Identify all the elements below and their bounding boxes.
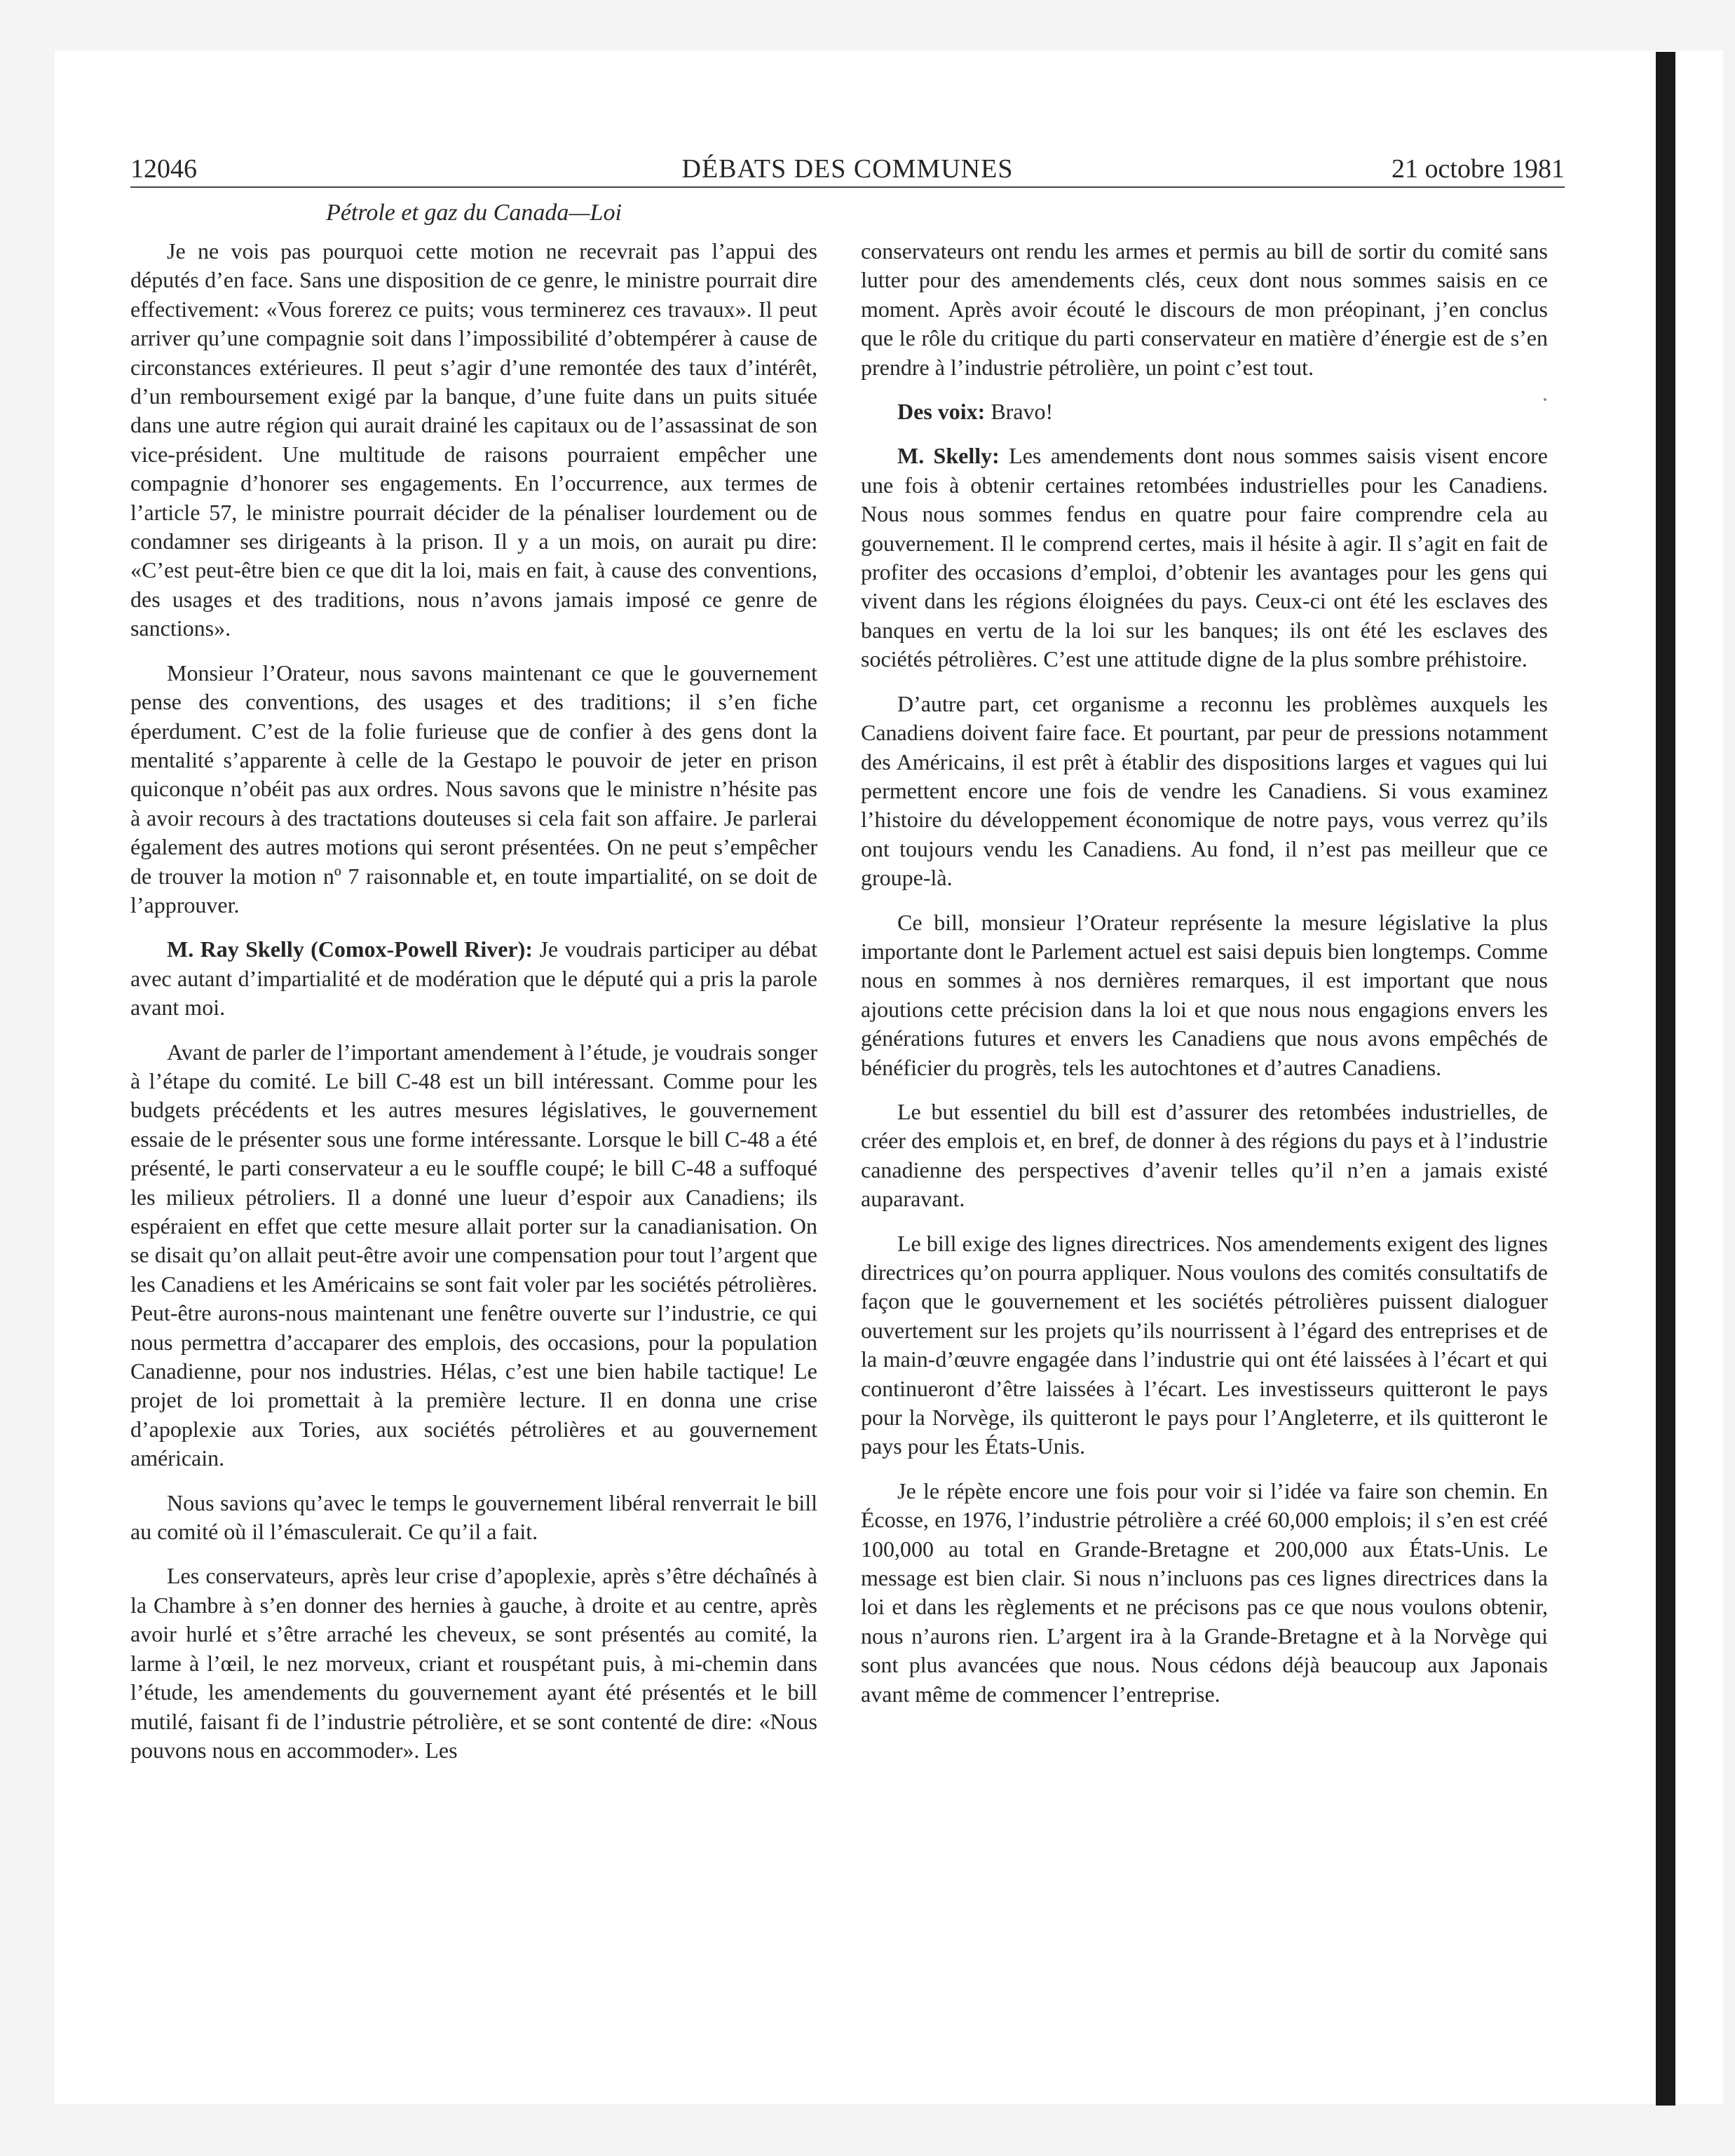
paragraph — [861, 237, 1548, 382]
paragraph — [861, 397, 1548, 426]
paragraph — [861, 1098, 1548, 1214]
paragraph — [130, 237, 817, 643]
paragraph-text: Bravo! — [985, 399, 1054, 425]
right-column — [861, 237, 1548, 1724]
paragraph-text: D’autre part, cet organisme a reconnu les problèmes auxquels les Canadiens doivent faire face. Et pourtant, par peur de pressions notamment des Américains, il est prêt à établir des dispositions larges et vagues qui lui permettent encore une fois de vendre les Canadiens. Si vous examinez l’histoire du développement économique de notre pays, vous verrez qu’ils ont toujours vendu les Canadiens. Au fond, il n’est pas meilleur que ce groupe-là. — [861, 690, 1548, 891]
paragraph — [130, 1038, 817, 1473]
paragraph — [130, 659, 817, 920]
page-header — [130, 146, 1565, 188]
paragraph — [130, 1489, 817, 1547]
paragraph-text: Avant de parler de l’important amendement à l’étude, je voudrais songer à l’étape du comité. Le bill C-48 est un bill intéressant. Comme pour les budgets précédents et les autres mesures législatives, le gouvernement essaie de le présenter sous une forme intéressante. Lorsque le bill C-48 a été présenté, le parti conservateur a eu le souffle coupé; le bill C-48 a suffoqué les milieux pétroliers. Il a donné une lueur d’espoir aux Canadiens; ils espéraient en effet que cette mesure allait porter sur la canadianisation. On se disait qu’on allait peut-être avoir une compensation pour tout l’argent que les Canadiens et les Américains se sont fait voler par les sociétés pétrolières. Peut-être aurons-nous maintenant une fenêtre ouverte sur l’industrie, ce qui nous permettra d’accaparer des emplois, des occasions, pour la population Canadienne, pour nos industries. Hélas, c’est une bien habile tactique! Le projet de loi promettait à la première lecture. Il en donna une crise d’apoplexie aux Tories, aux sociétés pétrolières et au gouvernement américain. — [130, 1039, 817, 1471]
paragraph — [861, 908, 1548, 1082]
speaker-name: Des voix: — [897, 399, 986, 425]
paragraph-text: Je ne vois pas pourquoi cette motion ne recevrait pas l’appui des députés d’en face. Sans une disposition de ce genre, le ministre pourrait dire effectivement: «Vous forerez ce puits; vous terminerez ces travaux». Il peut arriver qu’une compagnie soit dans l’impossibilité d’obtempérer à cause de circonstances extérieures. Il peut s’agir d’une remontée des taux d’intérêt, d’un remboursement exigé par la banque, d’une fuite dans un puits située dans une autre région qui aurait drainé les capitaux ou de l’assassinat de son vice-président. Une multitude de raisons pourraient empêcher une compagnie d’honorer ses engagements. En l’occurrence, aux termes de l’article 57, le ministre pourrait décider de la pénaliser lourdement ou de condamner ses dirigeants à la prison. Il y a un mois, on aurait pu dire: «C’est peut-être bien ce que dit la loi, mais en fait, à cause des conventions, des usages et des traditions, nous n’avons jamais imposé ce genre de sanctions». — [130, 238, 817, 641]
paragraph — [861, 1229, 1548, 1461]
paragraph-text: Ce bill, monsieur l’Orateur représente la mesure législative la plus importante dont le Parlement actuel est saisi depuis bien longtemps. Comme nous en sommes à nos dernières remarques, il est important que nous ajoutions cette précision dans la loi et que nous nous engagions envers les générations futures et envers les Canadiens que nous avons empêchés de bénéficier du progrès, tels les autochtones et d’autres Canadiens. — [861, 909, 1548, 1080]
paragraph — [861, 442, 1548, 674]
paragraph-text: conservateurs ont rendu les armes et permis au bill de sortir du comité sans lutter pour des amendements clés, ceux dont nous sommes saisis en ce moment. Après avoir écouté le discours de mon préopinant, j’en conclus que le rôle du critique du parti conservateur en matière d’énergie est de s’en prendre à l’industrie pétrolière, un point c’est tout. — [861, 238, 1548, 380]
paragraph-text: Les amendements dont nous sommes saisis visent encore une fois à obtenir certaines retombées industrielles pour les Canadiens. Nous nous sommes fendus en quatre pour faire comprendre cela au gouvernement. Il le comprend certes, mais il hésite à agir. Il s’agit en fait de profiter des occasions d’emploi, d’obtenir les avantages pour les gens qui vivent dans les régions éloignées du pays. Ceux-ci ont été les esclaves des banques en vertu de la loi sur les banques; ils ont été les esclaves des sociétés pétrolières. C’est une attitude digne de la plus sombre préhistoire. — [861, 443, 1549, 672]
paragraph — [861, 1477, 1548, 1709]
paragraph-text: Monsieur l’Orateur, nous savons maintenant ce que le gouvernement pense des conventions, des usages et des traditions; il s’en fiche éperdument. C’est de la folie furieuse que de confier à des gens dont la mentalité s’apparente à celle de la Gestapo le pouvoir de jeter en prison quiconque n’obéit pas aux ordres. Nous savons que le ministre n’hésite pas à avoir recours à des tractations douteuses si cela fait son affaire. Je parlerai également des autres motions qui seront présentées. On ne peut s’empêcher de trouver la motion nº 7 raisonnable et, en toute impartialité, on se doit de l’approuver. — [130, 660, 817, 917]
page-number: 12046 — [130, 154, 197, 184]
speaker-name: M. Skelly: — [897, 443, 1000, 469]
section-title: Pétrole et gaz du Canada—Loi — [326, 200, 622, 226]
paragraph — [861, 690, 1548, 893]
paragraph-text: Nous savions qu’avec le temps le gouvernement libéral renverrait le bill au comité où il l’émasculerait. Ce qu’il a fait. — [130, 1489, 817, 1545]
paragraph-text: Le but essentiel du bill est d’assurer des retombées industrielles, de créer des emplois et, en bref, de donner à des régions du pays et à l’industrie canadienne des perspectives d’avenir telles qu’il n’en a jamais existé auparavant. — [861, 1098, 1548, 1212]
page-date: 21 octobre 1981 — [1392, 154, 1565, 184]
paragraph — [130, 935, 817, 1022]
paragraph-text: Les conservateurs, après leur crise d’apoplexie, après s’être déchaînés à la Chambre à s’en donner des hernies à gauche, à droite et au centre, après avoir hurlé et s’être arraché les cheveux, se sont présentés au comité, la larme à l’œil, le nez morveux, criant et rouspétant puis, à mi-chemin dans l’étude, les amendements du gouvernement ayant été présentés et le bill mutilé, faisant fi de l’industrie pétrolière, et se sont contenté de dire: «Nous pouvons nous en accommoder». Les — [130, 1563, 817, 1763]
scan-edge-bar — [1656, 52, 1675, 2106]
paragraph-text: Le bill exige des lignes directrices. Nos amendements exigent des lignes directrices qu’on pourra appliquer. Nous voulons des comités consultatifs de façon que le gouvernement et les sociétés pétrolières puissent dialoguer ouvertement sur les projets qu’ils nourrissent à l’égard des entreprises et de la main-d’œuvre engagée dans l’industrie qui ont été laissées à l’écart et qui continueront d’être laissées à l’écart. Les investisseurs quitteront le pays pour la Norvège, ils quitteront le pays pour l’Angleterre, et ils quitteront le pays pour les États-Unis. — [861, 1230, 1548, 1459]
paragraph-text: Je voudrais participer au débat avec autant d’impartialité et de modération que le député qui a pris la parole avant moi. — [130, 936, 818, 1021]
paragraph-text: Je le répète encore une fois pour voir si l’idée va faire son chemin. En Écosse, en 1976, l’industrie pétrolière a créé 60,000 emplois; il s’en est créé 100,000 au total en Grande-Bretagne et 200,000 aux États-Unis. Le message est bien clair. Si nous n’incluons pas ces lignes directrices dans la loi et dans les règlements et ne précisons pas ce que nous voulons obtenir, nous n’aurons rien. L’argent ira à la Grande-Bretagne et à la Norvège qui sont plus avancées que nous. Nous cédons déjà beaucoup aux Japonais avant même de commencer l’entreprise. — [861, 1478, 1548, 1707]
speaker-name: M. Ray Skelly (Comox-Powell River): — [167, 936, 533, 962]
paragraph — [130, 1562, 817, 1765]
left-column — [130, 237, 817, 1780]
scan-speck — [1544, 398, 1546, 401]
running-title: DÉBATS DES COMMUNES — [681, 154, 1014, 184]
